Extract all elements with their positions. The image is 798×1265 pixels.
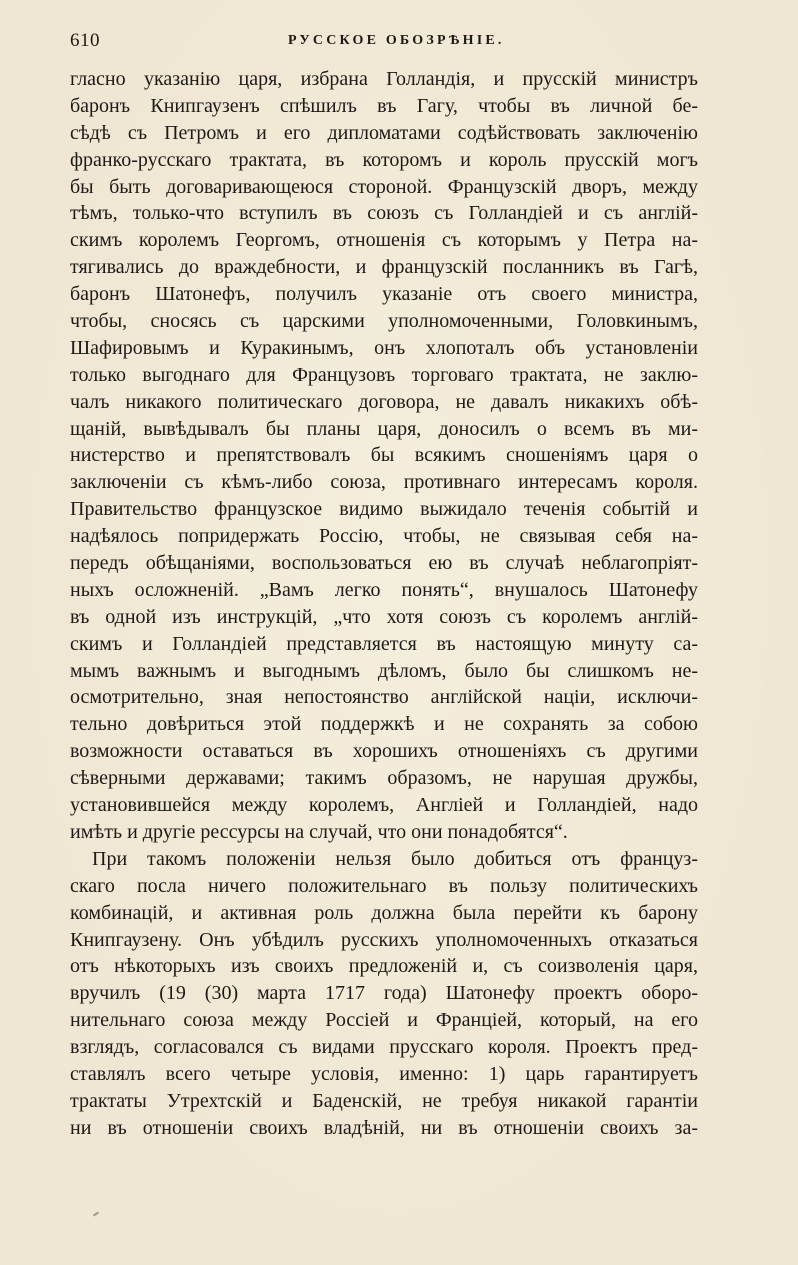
text-line: тельно довѣриться этой поддержкѣ и не сохранять за собою <box>70 713 698 736</box>
text-line: При такомъ положеніи нельзя было добиться отъ француз- <box>92 847 698 870</box>
page-number: 610 <box>70 30 100 51</box>
text-line: нительнаго союза между Россіей и Франціей, который, на его <box>70 1009 698 1032</box>
text-line: Книпгаузену. Онъ убѣдилъ русскихъ уполномоченныхъ отказаться <box>70 928 698 951</box>
text-line: передъ обѣщаніями, воспользоваться ею въ случаѣ неблагопріят- <box>70 552 698 575</box>
text-line: заключеніи съ кѣмъ-либо союза, противнаго интересамъ короля. <box>70 471 698 494</box>
text-line: Правительство французское видимо выжидало теченія событій и <box>70 498 698 521</box>
text-line: чалъ никакого политическаго договора, не давалъ никакихъ обѣ- <box>70 390 698 413</box>
paragraph-1 <box>70 66 698 846</box>
text-line: тягивались до враждебности, и французскій посланникъ въ Гагѣ, <box>70 256 698 279</box>
text-line: баронъ Шатонефъ, получилъ указаніе отъ своего министра, <box>70 283 698 306</box>
text-line: мымъ важнымъ и выгоднымъ дѣломъ, было бы слишкомъ не- <box>70 659 698 682</box>
text-line: гласно указанію царя, избрана Голландія, и прусскій министръ <box>70 68 698 90</box>
paper-speck <box>93 1211 99 1216</box>
text-line: надѣялось попридержать Россію, чтобы, не связывая себя на- <box>70 525 698 548</box>
running-head <box>70 30 698 56</box>
text-line: скимъ и Голландіей представляется въ настоящую минуту са- <box>70 632 698 655</box>
journal-title: РУССКОЕ ОБОЗРѢНІЕ. <box>288 33 505 48</box>
text-line: сѣверными державами; такимъ образомъ, не нарушая дружбы, <box>70 767 698 790</box>
text-line: скаго посла ничего положительнаго въ пользу политическихъ <box>70 874 698 897</box>
text-line: Шафировымъ и Куракинымъ, онъ хлопоталъ объ установленіи <box>70 336 698 359</box>
text-line: установившейся между королемъ, Англіей и Голландіей, надо <box>70 794 698 817</box>
text-line: бы быть договаривающеюся стороной. Французскій дворъ, между <box>70 175 698 198</box>
text-line: только выгоднаго для Французовъ торговаго трактата, не заклю- <box>70 363 698 386</box>
text-line: чтобы, сносясь съ царскими уполномоченными, Головкинымъ, <box>70 310 698 333</box>
paragraph-2 <box>70 846 698 1142</box>
text-line: тѣмъ, только-что вступилъ въ союзъ съ Голландіей и съ англій- <box>70 202 698 225</box>
text-line: вручилъ (19 (30) марта 1717 года) Шатонефу проектъ оборо- <box>70 982 698 1005</box>
text-line: отъ нѣкоторыхъ изъ своихъ предложеній и, съ соизволенія царя, <box>70 955 698 978</box>
text-line: скимъ королемъ Георгомъ, отношенія съ которымъ у Петра на- <box>70 229 698 252</box>
text-line: въ одной изъ инструкцій, „что хотя союзъ съ королемъ англій- <box>70 605 698 628</box>
text-line: баронъ Книпгаузенъ спѣшилъ въ Гагу, чтобы въ личной бе- <box>70 94 698 117</box>
text-line: комбинацій, и активная роль должна была перейти къ барону <box>70 901 698 924</box>
text-line: возможности оставаться въ хорошихъ отношеніяхъ съ другими <box>70 740 698 763</box>
text-line: ныхъ осложненій. „Вамъ легко понять“, внушалось Шатонефу <box>70 578 698 601</box>
body-text <box>70 66 698 1142</box>
text-line: ни въ отношеніи своихъ владѣній, ни въ отношеніи своихъ за- <box>70 1116 698 1139</box>
text-line: осмотрительно, зная непостоянство англійской націи, исключи- <box>70 686 698 709</box>
text-line: трактаты Утрехтскій и Баденскій, не требуя никакой гарантіи <box>70 1089 698 1112</box>
text-line: взглядъ, согласовался съ видами прусскаго короля. Проектъ пред- <box>70 1036 698 1059</box>
text-line: франко-русскаго трактата, въ которомъ и король прусскій могъ <box>70 148 698 171</box>
text-line: сѣдѣ съ Петромъ и его дипломатами содѣйствовать заключенію <box>70 121 698 144</box>
text-line: ставлялъ всего четыре условія, именно: 1) царь гарантируетъ <box>70 1062 698 1085</box>
text-line: нистерство и препятствовалъ бы всякимъ сношеніямъ царя о <box>70 444 698 467</box>
text-line: щаній, вывѣдывалъ бы планы царя, доносилъ о всемъ въ ми- <box>70 417 698 440</box>
text-line: имѣть и другіе рессурсы на случай, что они понадобятся“. <box>70 820 568 843</box>
